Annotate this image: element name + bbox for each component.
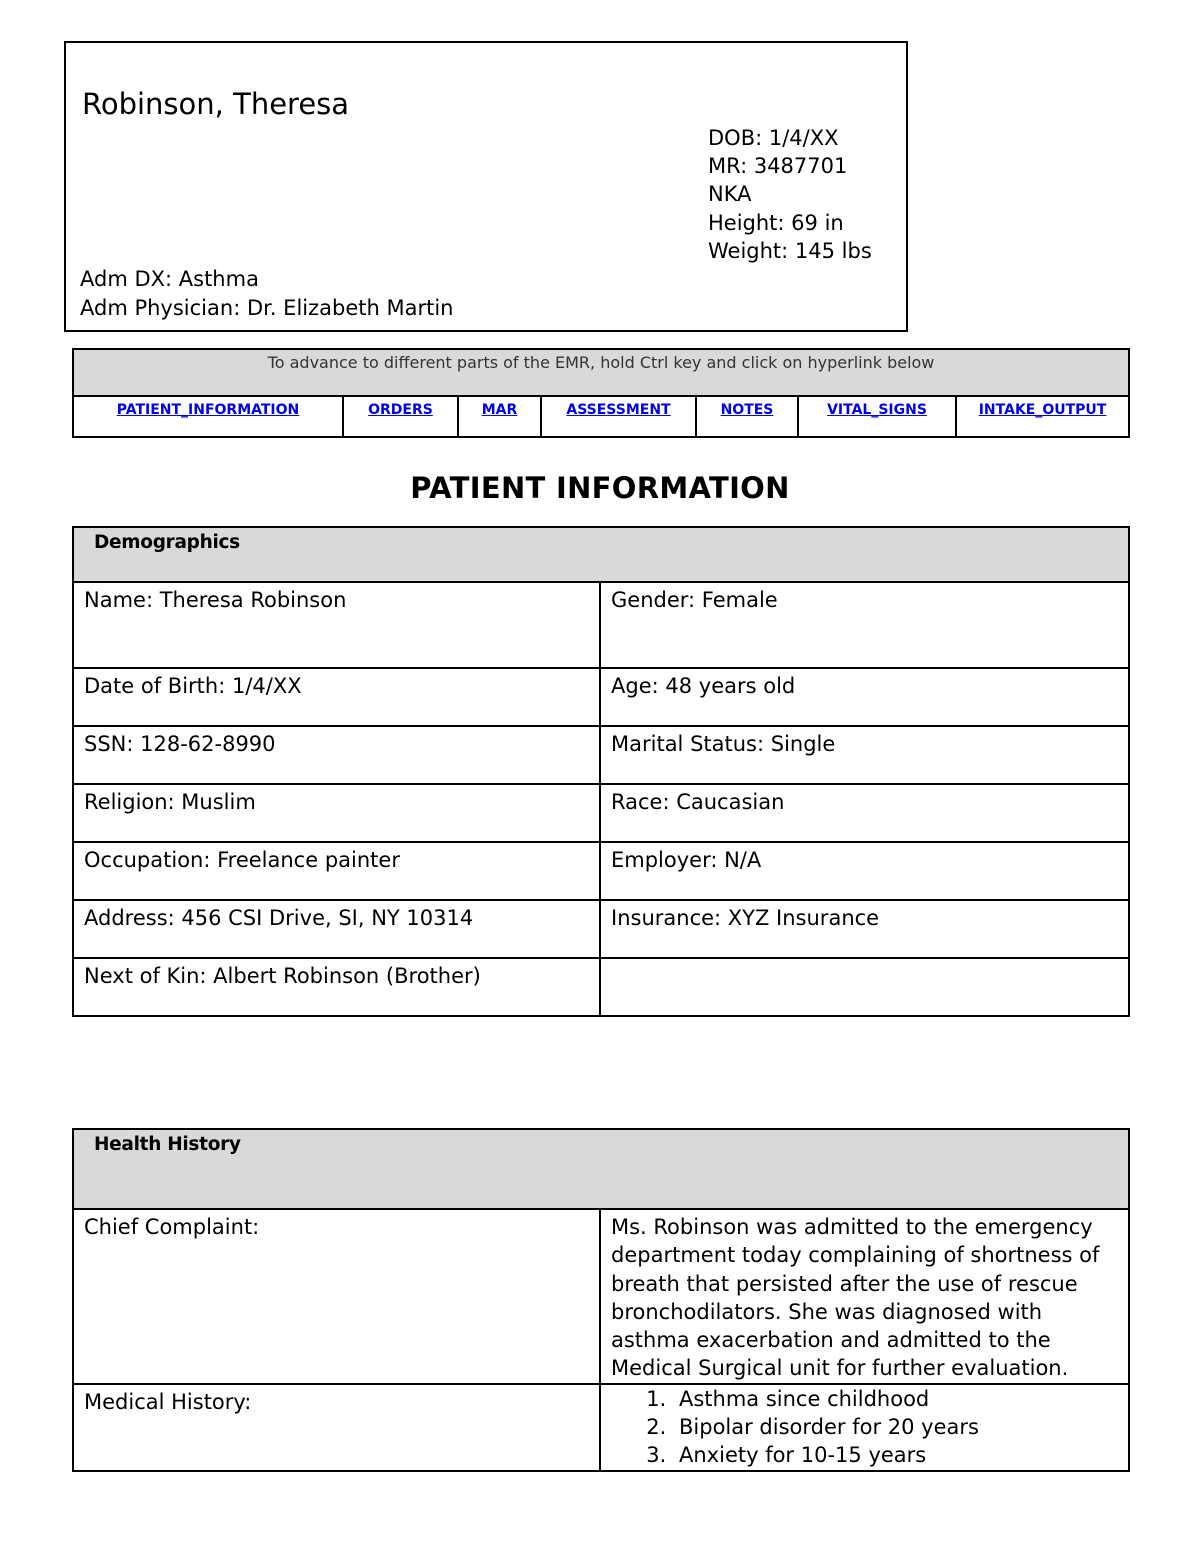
chief-complaint-text: Ms. Robinson was admitted to the emergency department today complaining of shortness of breath that persisted after the use of rescue bronchodilators. She was diagnosed with asthma exacerbation and admitted to the Medical Surgical unit for further evaluation. — [600, 1209, 1129, 1384]
link-patient-information[interactable]: PATIENT_INFORMATION — [116, 402, 300, 418]
link-mar[interactable]: MAR — [481, 402, 518, 418]
nav-cell-patient-information — [73, 396, 343, 437]
nav-cell-intake-output — [956, 396, 1129, 437]
admitting-physician: Adm Physician: Dr. Elizabeth Martin — [80, 295, 454, 320]
demo-empty-cell — [600, 958, 1129, 1016]
nav-cell-mar — [458, 396, 541, 437]
patient-header — [64, 41, 908, 332]
demo-occupation: Occupation: Freelance painter — [73, 842, 600, 900]
patient-meta — [708, 124, 872, 265]
demo-employer: Employer: N/A — [600, 842, 1129, 900]
medical-history-label: Medical History: — [73, 1384, 600, 1471]
link-orders[interactable]: ORDERS — [368, 402, 433, 418]
medical-history-list — [601, 1385, 1128, 1470]
admission-info — [80, 265, 453, 322]
demo-address: Address: 456 CSI Drive, SI, NY 10314 — [73, 900, 600, 958]
page-title: PATIENT INFORMATION — [410, 471, 790, 505]
height: Height: 69 in — [708, 210, 844, 235]
demo-race: Race: Caucasian — [600, 784, 1129, 842]
demographics-heading: Demographics — [73, 527, 1129, 582]
demo-ssn: SSN: 128-62-8990 — [73, 726, 600, 784]
nav-cell-orders — [343, 396, 458, 437]
link-intake-output[interactable]: INTAKE_OUTPUT — [978, 402, 1107, 418]
nav-cell-vital-signs — [798, 396, 956, 437]
admission-diagnosis: Adm DX: Asthma — [80, 267, 259, 291]
medical-history-item: 1. Asthma since childhood — [673, 1385, 1128, 1413]
dob: DOB: 1/4/XX — [708, 126, 839, 150]
demo-insurance: Insurance: XYZ Insurance — [600, 900, 1129, 958]
emr-navigation — [72, 348, 1130, 438]
demo-religion: Religion: Muslim — [73, 784, 600, 842]
demographics-table — [72, 526, 1130, 1017]
nav-cell-notes — [696, 396, 798, 437]
nav-instruction: To advance to different parts of the EMR, hold Ctrl key and click on hyperlink below — [73, 349, 1129, 396]
medical-history-item: 3. Anxiety for 10-15 years — [673, 1441, 1128, 1469]
demo-age: Age: 48 years old — [600, 668, 1129, 726]
medical-history-item: 2. Bipolar disorder for 20 years — [673, 1413, 1128, 1441]
health-history-table — [72, 1128, 1130, 1472]
demo-next-of-kin: Next of Kin: Albert Robinson (Brother) — [73, 958, 600, 1016]
chief-complaint-label: Chief Complaint: — [73, 1209, 600, 1384]
medical-history-cell — [600, 1384, 1129, 1471]
demo-gender: Gender: Female — [600, 582, 1129, 668]
link-assessment[interactable]: ASSESSMENT — [566, 402, 671, 418]
nav-cell-assessment — [541, 396, 696, 437]
demo-marital-status: Marital Status: Single — [600, 726, 1129, 784]
link-notes[interactable]: NOTES — [720, 402, 774, 418]
weight: Weight: 145 lbs — [708, 238, 872, 263]
patient-name: Robinson, Theresa — [82, 87, 350, 121]
allergies: NKA — [708, 182, 752, 207]
demo-date-of-birth: Date of Birth: 1/4/XX — [73, 668, 600, 726]
link-vital-signs[interactable]: VITAL_SIGNS — [827, 402, 927, 418]
health-history-heading: Health History — [73, 1129, 1129, 1209]
medical-record-number: MR: 3487701 — [708, 154, 848, 179]
demo-name: Name: Theresa Robinson — [73, 582, 600, 668]
